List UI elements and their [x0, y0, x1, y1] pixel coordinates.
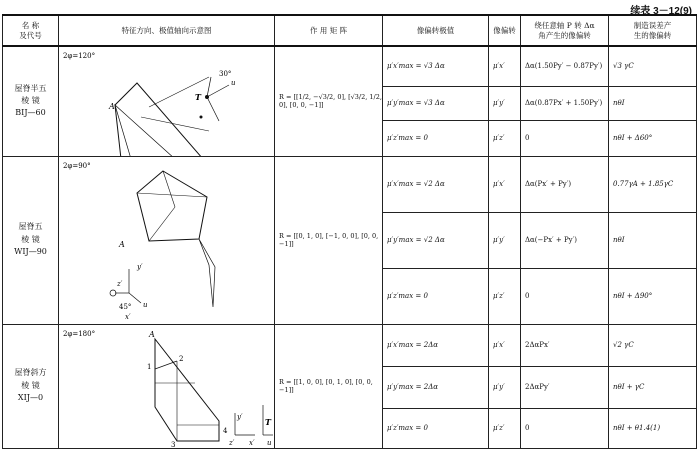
- axis-y-label: y′: [137, 262, 143, 271]
- matrix: R = [[1/2, −√3/2, 0], [√3/2, 1/2, 0], [0, 0, −1]]: [279, 93, 382, 110]
- degree-label: 30°: [219, 70, 232, 78]
- deflection-z: μ′z′: [489, 268, 521, 324]
- extreme-y: μ′y′max = √3 Δα: [383, 86, 489, 120]
- manufacturing-z: nθⅠ + θ1.4(1): [609, 408, 697, 448]
- manufacturing-y: nθⅠ: [609, 86, 697, 120]
- manufacturing-z: nθⅠ + Δ90°: [609, 268, 697, 324]
- header-extreme: 像偏转极值: [383, 15, 489, 46]
- deflection-y: μ′y′: [489, 366, 521, 408]
- arbitrary-y: Δα(−Px′ + Py′): [521, 212, 609, 268]
- axis-u-label: u: [267, 438, 272, 447]
- extreme-x: μ′x′max = √3 Δα: [383, 46, 489, 86]
- axis-x-label: x′: [125, 312, 131, 321]
- angle-label: 2φ=180°: [63, 329, 96, 338]
- header-arbitrary: [521, 15, 609, 46]
- header-matrix: 作 用 矩 阵: [275, 15, 383, 46]
- deflection-x: μ′x′: [489, 46, 521, 86]
- angle-label: 2φ=90°: [63, 161, 91, 170]
- arbitrary-x: Δα(1.50Py′ − 0.87Py′): [521, 46, 609, 86]
- deflection-z: μ′z′: [489, 120, 521, 156]
- deflection-y: μ′y′: [489, 86, 521, 120]
- prism-name: 屋脊斜方: [14, 368, 47, 378]
- prism-name-cell: [3, 324, 59, 448]
- axis-z-label: z′: [229, 438, 235, 447]
- extreme-x: μ′x′max = √2 Δα: [383, 156, 489, 212]
- matrix-cell: [275, 46, 383, 156]
- header-diagram: 特征方向、极值轴向示意图: [59, 15, 275, 46]
- deflection-z: μ′z′: [489, 408, 521, 448]
- prism-diagram: [59, 157, 275, 323]
- extreme-y: μ′y′max = √2 Δα: [383, 212, 489, 268]
- point-a-label: A: [109, 102, 115, 111]
- header-arbitrary-text: 绕任意轴 P 转 Δα 角产生的像偏转: [534, 21, 595, 40]
- prism-name: 棱 镜: [21, 234, 40, 244]
- deflection-x: μ′x′: [489, 324, 521, 366]
- header-name: [3, 15, 59, 46]
- diagram-cell: [59, 324, 275, 448]
- arbitrary-z: 0: [521, 408, 609, 448]
- extreme-y: μ′y′max = 2Δα: [383, 366, 489, 408]
- manufacturing-x: 0.77γA + 1.85γC: [609, 156, 697, 212]
- deflection-x: μ′x′: [489, 156, 521, 212]
- axis-u-label: u: [231, 79, 236, 87]
- angle-label: 2φ=120°: [63, 52, 96, 60]
- arbitrary-z: 0: [521, 268, 609, 324]
- prism-name-cell: [3, 46, 59, 156]
- axis-u-label: u: [143, 300, 148, 309]
- prism-table: [2, 14, 697, 449]
- prism-name-cell: [3, 156, 59, 324]
- header-deflection: 像偏转: [489, 15, 521, 46]
- prism-diagram: [59, 325, 275, 449]
- extreme-z: μ′z′max = 0: [383, 120, 489, 156]
- manufacturing-z: nθⅠ + Δ60°: [609, 120, 697, 156]
- prism-code: WⅠJ—90: [14, 247, 47, 257]
- diagram-cell: [59, 46, 275, 156]
- prism-name: 棱 镜: [21, 380, 40, 390]
- manufacturing-y: nθⅠ: [609, 212, 697, 268]
- vertex-4-label: 4: [223, 426, 228, 435]
- matrix: R = [[1, 0, 0], [0, 1, 0], [0, 0, −1]]: [279, 377, 373, 394]
- prism-name: 屋脊半五: [14, 83, 47, 93]
- arbitrary-y: 2ΔαPy′: [521, 366, 609, 408]
- vertex-2-label: 2: [179, 354, 184, 363]
- matrix-cell: [275, 324, 383, 448]
- table-title: 续表 3－12(9): [630, 6, 692, 17]
- extreme-z: μ′z′max = 0: [383, 268, 489, 324]
- vertex-3-label: 3: [171, 440, 176, 449]
- arbitrary-y: Δα(0.87Px′ + 1.50Py′): [521, 86, 609, 120]
- deflection-y: μ′y′: [489, 212, 521, 268]
- manufacturing-y: nθⅠ + γC: [609, 366, 697, 408]
- arbitrary-z: 0: [521, 120, 609, 156]
- diagram-cell: [59, 156, 275, 324]
- prism-name: 棱 镜: [21, 96, 40, 106]
- manufacturing-x: √2 γC: [609, 324, 697, 366]
- prism-code: BⅠJ—60: [15, 108, 46, 118]
- header-name-text: 名 称 及代号: [19, 21, 42, 40]
- arbitrary-x: Δα(Px′ + Py′): [521, 156, 609, 212]
- axis-y-label: y′: [237, 412, 243, 421]
- axis-x-label: x′: [249, 438, 255, 447]
- point-t-label: T: [265, 416, 271, 427]
- point-a-label: A: [119, 239, 125, 249]
- point-a-label: A: [149, 329, 155, 339]
- arbitrary-x: 2ΔαPx′: [521, 324, 609, 366]
- extreme-z: μ′z′max = 0: [383, 408, 489, 448]
- matrix: R = [[0, 1, 0], [−1, 0, 0], [0, 0, −1]]: [279, 231, 379, 248]
- prism-name: 屋脊五: [18, 222, 43, 232]
- prism-diagram: [59, 47, 275, 156]
- vertex-1-label: 1: [147, 362, 152, 371]
- extreme-x: μ′x′max = 2Δα: [383, 324, 489, 366]
- point-t-label: T: [195, 92, 201, 102]
- header-manufacturing: [609, 15, 697, 46]
- header-manufacturing-text: 制造误差产 生的像偏转: [633, 21, 672, 40]
- axis-z-label: z′: [117, 279, 123, 288]
- prism-code: XⅠJ—0: [17, 393, 44, 403]
- degree-label: 45°: [119, 302, 132, 311]
- matrix-cell: [275, 156, 383, 324]
- manufacturing-x: √3 γC: [609, 46, 697, 86]
